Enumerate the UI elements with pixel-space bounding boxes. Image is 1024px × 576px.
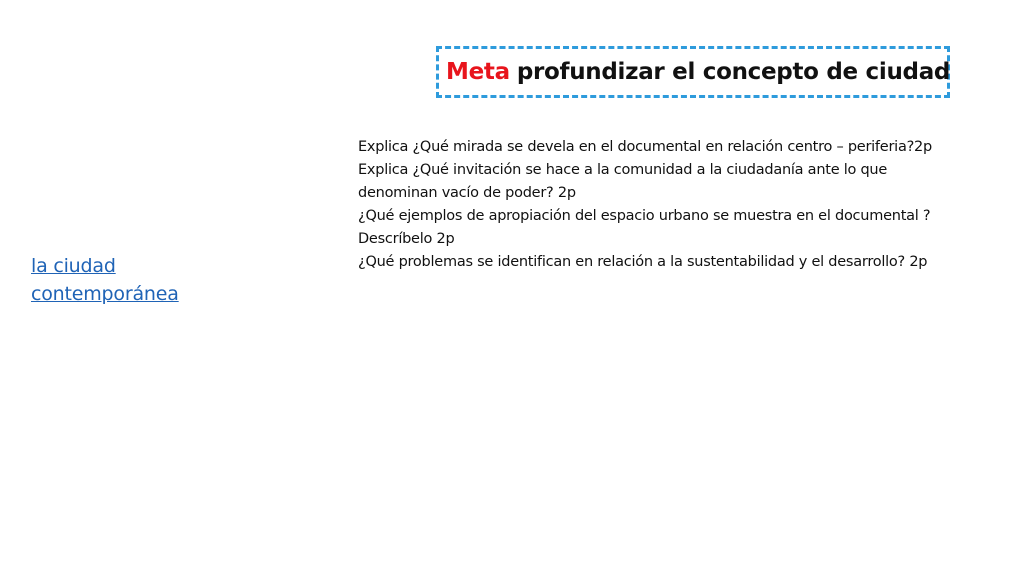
link-line-1: la ciudad bbox=[31, 255, 116, 277]
question-item: ¿Qué problemas se identifican en relación a la sustentabilidad y el desarrollo? 2p bbox=[358, 254, 928, 270]
la-ciudad-contemporanea-link[interactable] bbox=[31, 252, 179, 308]
question-item: ¿Qué ejemplos de apropiación del espacio urbano se muestra en el documental ? Descríbelo 2p bbox=[358, 208, 931, 247]
goal-box bbox=[436, 46, 950, 98]
question-item: Explica ¿Qué invitación se hace a la comunidad a la ciudadanía ante lo que denominan vacío de poder? 2p bbox=[358, 162, 888, 201]
question-item: Explica ¿Qué mirada se devela en el documental en relación centro – periferia?2p bbox=[358, 139, 932, 155]
questions-list bbox=[358, 136, 948, 274]
goal-text: profundizar el concepto de ciudad bbox=[516, 59, 951, 85]
link-line-2: contemporánea bbox=[31, 283, 179, 305]
goal-label: Meta bbox=[446, 59, 510, 85]
